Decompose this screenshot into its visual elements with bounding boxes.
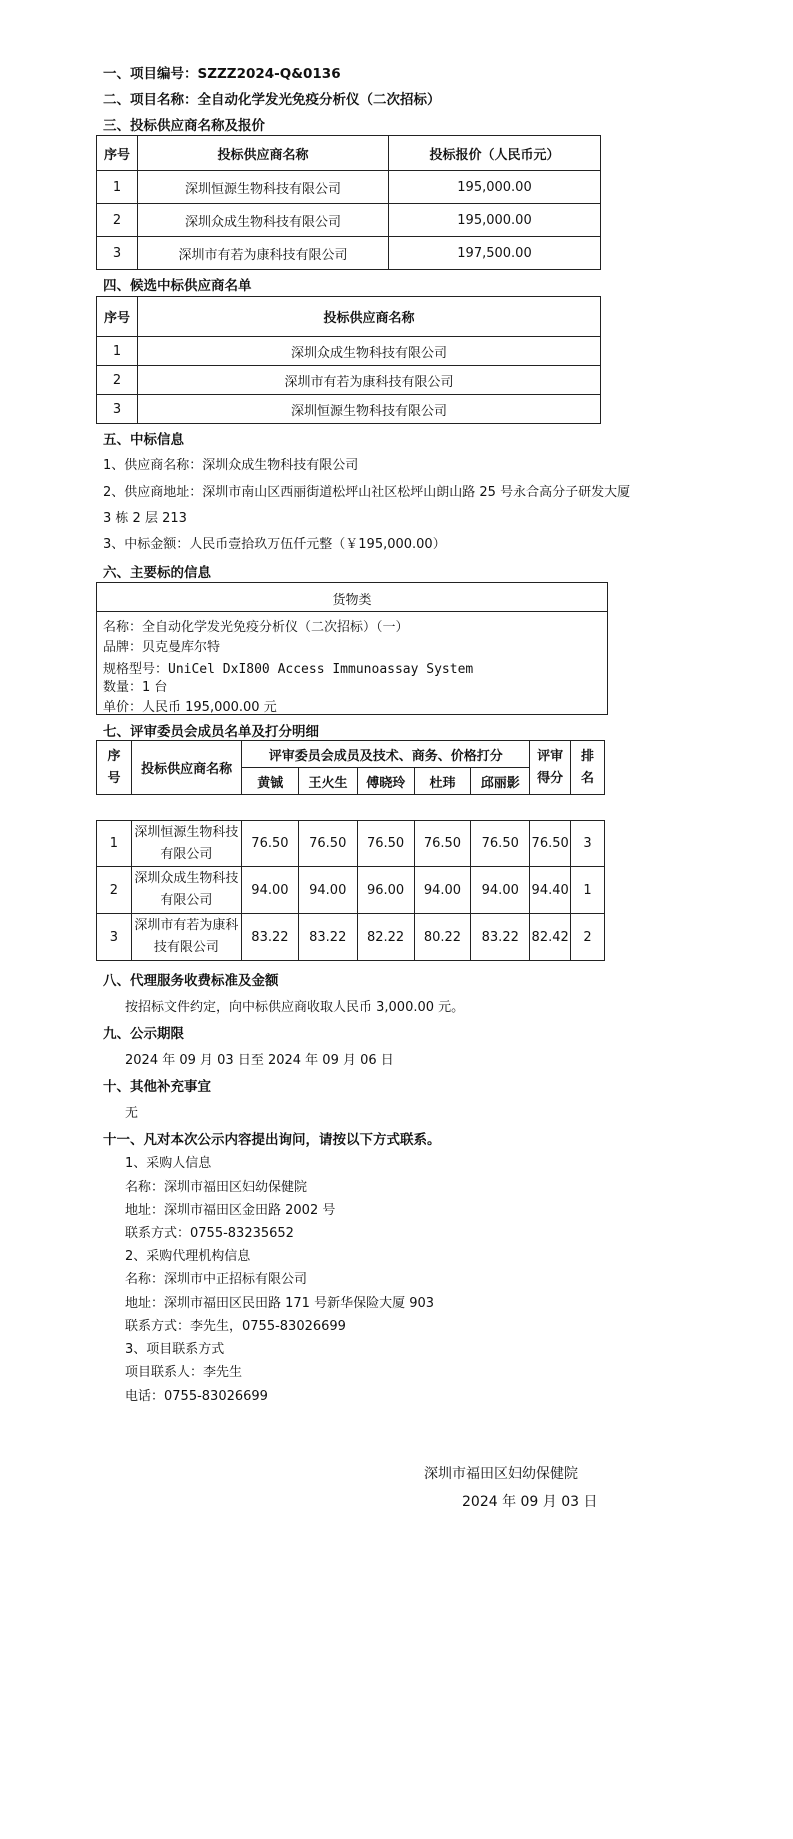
table-row bbox=[97, 237, 601, 270]
buyer-phone: 联系方式：0755-83235652 bbox=[125, 1226, 294, 1241]
cell-total: 76.50 bbox=[530, 821, 571, 867]
header-member: 王火生 bbox=[299, 768, 358, 795]
project-name: 二、项目名称：全自动化学发光免疫分析仪（二次招标） bbox=[103, 92, 441, 108]
cell-score: 82.22 bbox=[357, 914, 414, 961]
cell-rank: 2 bbox=[571, 914, 605, 961]
cell-price: 195,000.00 bbox=[389, 171, 601, 204]
award-address: 2、供应商地址：深圳市南山区西丽街道松坪山社区松坪山朗山路 25 号永合高分子研发大厦 bbox=[103, 485, 631, 500]
cell-supplier: 深圳市有若为康科技有限公司 bbox=[138, 237, 389, 270]
cell-score: 76.50 bbox=[298, 821, 357, 867]
header-member-group: 评审委员会成员及技术、商务、价格打分 bbox=[242, 741, 530, 768]
header-rank: 排 名 bbox=[571, 741, 605, 795]
table-row bbox=[97, 821, 605, 867]
cell-seq: 2 bbox=[97, 204, 138, 237]
score-header-row-1 bbox=[97, 741, 605, 768]
project-contact-heading: 3、项目联系方式 bbox=[125, 1342, 225, 1357]
footer-organization: 深圳市福田区妇幼保健院 bbox=[424, 1466, 578, 1482]
award-supplier: 1、供应商名称：深圳众成生物科技有限公司 bbox=[103, 458, 359, 473]
cell-price: 195,000.00 bbox=[389, 204, 601, 237]
header-member: 黄铖 bbox=[242, 768, 299, 795]
header-supplier: 投标供应商名称 bbox=[138, 297, 601, 337]
period-text: 2024 年 09 月 03 日至 2024 年 09 月 06 日 bbox=[125, 1053, 394, 1068]
section-contact-heading: 十一、凡对本次公示内容提出询问，请按以下方式联系。 bbox=[103, 1132, 441, 1148]
project-number: 一、项目编号：SZZZ2024-Q&0136 bbox=[103, 66, 341, 82]
cell-seq: 3 bbox=[97, 914, 132, 961]
table-header-row bbox=[97, 136, 601, 171]
header-member: 傅晓玲 bbox=[357, 768, 414, 795]
table-row bbox=[97, 395, 601, 424]
agent-name: 名称：深圳市中正招标有限公司 bbox=[125, 1272, 308, 1287]
section-other-heading: 十、其他补充事宜 bbox=[103, 1079, 211, 1095]
header-member: 杜玮 bbox=[414, 768, 471, 795]
buyer-name: 名称：深圳市福田区妇幼保健院 bbox=[125, 1180, 308, 1195]
fee-text: 按招标文件约定，向中标供应商收取人民币 3,000.00 元。 bbox=[125, 1000, 465, 1015]
cell-score: 76.50 bbox=[241, 821, 298, 867]
table-row bbox=[97, 366, 601, 395]
cell-rank: 3 bbox=[571, 821, 605, 867]
table-row bbox=[97, 337, 601, 366]
footer-date: 2024 年 09 月 03 日 bbox=[462, 1494, 598, 1510]
cell-supplier: 深圳众成生物科技有限公司 bbox=[138, 337, 601, 366]
table-header-row bbox=[97, 297, 601, 337]
goods-brand: 品牌：贝克曼库尔特 bbox=[103, 640, 221, 655]
section-period-heading: 九、公示期限 bbox=[103, 1026, 184, 1042]
buyer-address: 地址：深圳市福田区金田路 2002 号 bbox=[125, 1203, 336, 1218]
cell-score: 76.50 bbox=[357, 821, 414, 867]
cell-seq: 1 bbox=[97, 821, 132, 867]
cell-score: 83.22 bbox=[471, 914, 530, 961]
cell-score: 80.22 bbox=[414, 914, 471, 961]
cell-seq: 1 bbox=[97, 171, 138, 204]
section-award-heading: 五、中标信息 bbox=[103, 432, 184, 448]
award-amount: 3、中标金额：人民币壹拾玖万伍仟元整（￥195,000.00） bbox=[103, 537, 446, 552]
cell-score: 83.22 bbox=[241, 914, 298, 961]
header-supplier: 投标供应商名称 bbox=[131, 741, 241, 795]
section-candidates-heading: 四、候选中标供应商名单 bbox=[103, 278, 252, 294]
cell-score: 96.00 bbox=[357, 867, 414, 914]
goods-quantity: 数量：1 台 bbox=[103, 680, 168, 695]
section-bidders-heading: 三、投标供应商名称及报价 bbox=[103, 118, 265, 134]
project-contact-person: 项目联系人：李先生 bbox=[125, 1365, 243, 1380]
table-row bbox=[97, 204, 601, 237]
agent-address: 地址：深圳市福田区民田路 171 号新华保险大厦 903 bbox=[125, 1296, 435, 1311]
agent-phone: 联系方式：李先生，0755-83026699 bbox=[125, 1319, 346, 1334]
header-member: 邱丽影 bbox=[471, 768, 530, 795]
cell-seq: 2 bbox=[97, 867, 132, 914]
cell-rank: 1 bbox=[571, 867, 605, 914]
cell-score: 94.00 bbox=[241, 867, 298, 914]
cell-score: 94.00 bbox=[471, 867, 530, 914]
cell-seq: 2 bbox=[97, 366, 138, 395]
section-goods-heading: 六、主要标的信息 bbox=[103, 565, 211, 581]
table-row bbox=[97, 171, 601, 204]
header-supplier: 投标供应商名称 bbox=[138, 136, 389, 171]
other-text: 无 bbox=[125, 1106, 139, 1121]
cell-seq: 3 bbox=[97, 237, 138, 270]
cell-total: 94.40 bbox=[530, 867, 571, 914]
cell-supplier: 深圳恒源生物科技有限公司 bbox=[138, 171, 389, 204]
header-seq: 序 号 bbox=[97, 741, 132, 795]
agent-heading: 2、采购代理机构信息 bbox=[125, 1249, 251, 1264]
header-seq: 序号 bbox=[97, 136, 138, 171]
bid-table bbox=[96, 135, 601, 270]
score-table bbox=[96, 820, 605, 961]
goods-unit-price: 单价：人民币 195,000.00 元 bbox=[103, 700, 277, 715]
goods-category-label: 货物类 bbox=[332, 593, 372, 608]
cell-score: 76.50 bbox=[471, 821, 530, 867]
cell-seq: 1 bbox=[97, 337, 138, 366]
goods-model: 规格型号：UniCel DxI800 Access Immunoassay System bbox=[103, 662, 474, 677]
cell-supplier: 深圳恒源生物科技 有限公司 bbox=[131, 821, 241, 867]
cell-score: 94.00 bbox=[298, 867, 357, 914]
cell-supplier: 深圳市有若为康科 技有限公司 bbox=[131, 914, 241, 961]
cell-supplier: 深圳众成生物科技 有限公司 bbox=[131, 867, 241, 914]
cell-score: 76.50 bbox=[414, 821, 471, 867]
score-table-header bbox=[96, 740, 605, 795]
cell-score: 83.22 bbox=[298, 914, 357, 961]
cell-supplier: 深圳恒源生物科技有限公司 bbox=[138, 395, 601, 424]
cell-score: 94.00 bbox=[414, 867, 471, 914]
candidate-table bbox=[96, 296, 601, 424]
cell-seq: 3 bbox=[97, 395, 138, 424]
goods-details bbox=[96, 611, 608, 715]
goods-category bbox=[96, 582, 608, 612]
award-address-cont: 3 栋 2 层 213 bbox=[103, 511, 187, 526]
cell-price: 197,500.00 bbox=[389, 237, 601, 270]
buyer-heading: 1、采购人信息 bbox=[125, 1156, 212, 1171]
cell-total: 82.42 bbox=[530, 914, 571, 961]
table-row bbox=[97, 914, 605, 961]
header-total: 评审 得分 bbox=[530, 741, 571, 795]
header-seq: 序号 bbox=[97, 297, 138, 337]
cell-supplier: 深圳市有若为康科技有限公司 bbox=[138, 366, 601, 395]
section-fee-heading: 八、代理服务收费标准及金额 bbox=[103, 973, 279, 989]
header-price: 投标报价（人民币元） bbox=[389, 136, 601, 171]
project-contact-phone: 电话：0755-83026699 bbox=[125, 1389, 268, 1404]
goods-name: 名称：全自动化学发光免疫分析仪（二次招标）（一） bbox=[103, 620, 409, 635]
section-review-heading: 七、评审委员会成员名单及打分明细 bbox=[103, 724, 319, 740]
table-row bbox=[97, 867, 605, 914]
cell-supplier: 深圳众成生物科技有限公司 bbox=[138, 204, 389, 237]
